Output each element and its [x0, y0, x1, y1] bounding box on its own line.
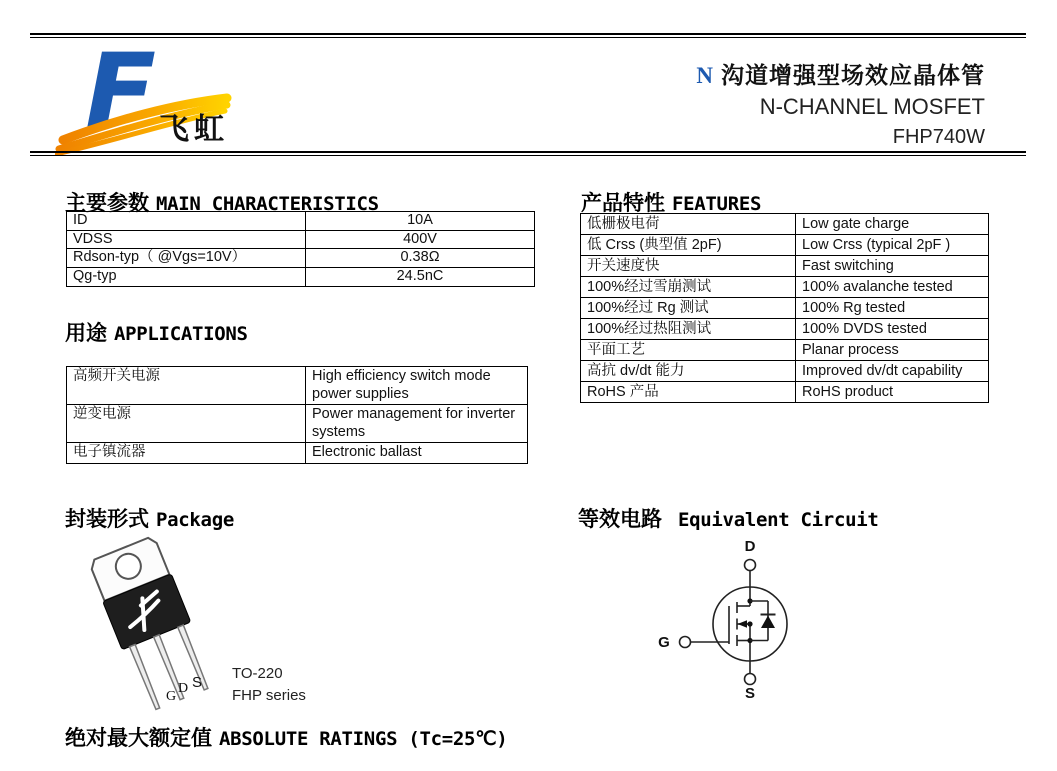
equivalent-circuit-heading	[578, 503, 879, 533]
application-en-cell: Electronic ballast	[306, 443, 528, 464]
heading-cn: 产品特性	[581, 192, 665, 215]
features-table	[580, 213, 989, 403]
heading-cn: 主要参数	[65, 192, 149, 215]
heading-cn: 封装形式	[65, 508, 149, 531]
package-pin-label-s: S	[192, 674, 203, 691]
param-cell: ID	[67, 212, 306, 231]
feature-en-cell: RoHS product	[796, 382, 989, 403]
source-terminal	[745, 674, 756, 685]
heading-en: FEATURES	[672, 193, 762, 215]
applications-heading	[65, 317, 248, 347]
package-heading	[65, 503, 234, 533]
heading-en: Package	[156, 509, 234, 531]
feature-cn-cell: 低 Crss (典型值 2pF)	[581, 235, 796, 256]
feature-en-cell: Low Crss (typical 2pF )	[796, 235, 989, 256]
package-type: TO-220	[232, 665, 283, 682]
table-row	[67, 230, 535, 249]
feature-cn-cell: 开关速度快	[581, 256, 796, 277]
param-cell: VDSS	[67, 230, 306, 249]
feature-en-cell: Planar process	[796, 340, 989, 361]
title-cn-text: 沟道增强型场效应晶体管	[721, 63, 985, 88]
feature-en-cell: Low gate charge	[796, 214, 989, 235]
application-cn-cell: 电子镇流器	[67, 443, 306, 464]
application-en-cell: Power management for inverter systems	[306, 405, 528, 443]
brand-logo	[55, 40, 240, 155]
double-rule-mid	[30, 151, 1026, 156]
drain-label: D	[744, 538, 756, 555]
value-cell: 400V	[306, 230, 535, 249]
package-pin-label-g: G	[166, 689, 177, 704]
heading-en: MAIN CHARACTERISTICS	[156, 193, 379, 215]
feature-en-cell: Fast switching	[796, 256, 989, 277]
table-row	[581, 277, 989, 298]
table-row	[67, 249, 535, 268]
feature-en-cell: 100% avalanche tested	[796, 277, 989, 298]
feature-cn-cell: 低栅极电荷	[581, 214, 796, 235]
table-row	[67, 405, 528, 443]
feature-cn-cell: 100%经过热阻测试	[581, 319, 796, 340]
table-row	[581, 382, 989, 403]
brand-mark: F	[85, 40, 157, 153]
table-row	[67, 212, 535, 231]
header-titles	[696, 57, 985, 149]
value-cell: 24.5nC	[306, 268, 535, 287]
table-row	[581, 361, 989, 382]
heading-en: Equivalent Circuit	[678, 509, 879, 531]
table-row	[581, 256, 989, 277]
heading-en: APPLICATIONS	[114, 323, 248, 345]
feature-cn-cell: 高抗 dv/dt 能力	[581, 361, 796, 382]
feature-cn-cell: 100%经过雪崩测试	[581, 277, 796, 298]
value-cell: 10A	[306, 212, 535, 231]
value-cell: 0.38Ω	[306, 249, 535, 268]
body-arrow	[738, 620, 748, 628]
equivalent-circuit-diagram	[640, 535, 860, 720]
heading-cn: 等效电路	[578, 508, 662, 531]
package-lead-g	[130, 645, 161, 710]
feature-en-cell: 100% DVDS tested	[796, 319, 989, 340]
drain-terminal	[745, 560, 756, 571]
brand-company: 飞虹	[159, 113, 229, 146]
source-label: S	[744, 685, 756, 702]
application-cn-cell: 逆变电源	[67, 405, 306, 443]
table-row	[581, 319, 989, 340]
gate-label: G	[658, 634, 670, 651]
param-cell: Rdson-typ（ @Vgs=10V）	[67, 249, 306, 268]
title-cn	[696, 57, 985, 90]
feature-en-cell: Improved dv/dt capability	[796, 361, 989, 382]
feature-en-cell: 100% Rg tested	[796, 298, 989, 319]
table-row	[581, 235, 989, 256]
table-row	[67, 443, 528, 464]
application-en-cell: High efficiency switch mode power supplies	[306, 367, 528, 405]
table-row	[581, 214, 989, 235]
heading-en: ABSOLUTE RATINGS (Tc=25℃)	[219, 728, 508, 750]
double-rule-top	[30, 33, 1026, 38]
gate-terminal	[680, 637, 691, 648]
table-row	[581, 298, 989, 319]
applications-table	[66, 366, 528, 464]
package-pin-label-d: D	[178, 681, 189, 696]
heading-cn: 绝对最大额定值	[65, 727, 212, 750]
package-series: FHP series	[232, 687, 306, 704]
feature-cn-cell: 100%经过 Rg 测试	[581, 298, 796, 319]
absolute-ratings-heading	[65, 722, 507, 752]
application-cn-cell: 高频开关电源	[67, 367, 306, 405]
table-row	[67, 367, 528, 405]
part-number: FHP740W	[892, 126, 985, 148]
title-cn-accent: N	[696, 63, 714, 88]
body-diode	[750, 601, 776, 641]
mosfet-internals	[729, 598, 776, 661]
table-row	[67, 268, 535, 287]
param-cell: Qg-typ	[67, 268, 306, 287]
feature-cn-cell: RoHS 产品	[581, 382, 796, 403]
table-row	[581, 340, 989, 361]
title-en: N-CHANNEL MOSFET	[759, 94, 985, 119]
main-characteristics-table	[66, 211, 535, 287]
heading-cn: 用途	[65, 322, 107, 345]
feature-cn-cell: 平面工艺	[581, 340, 796, 361]
